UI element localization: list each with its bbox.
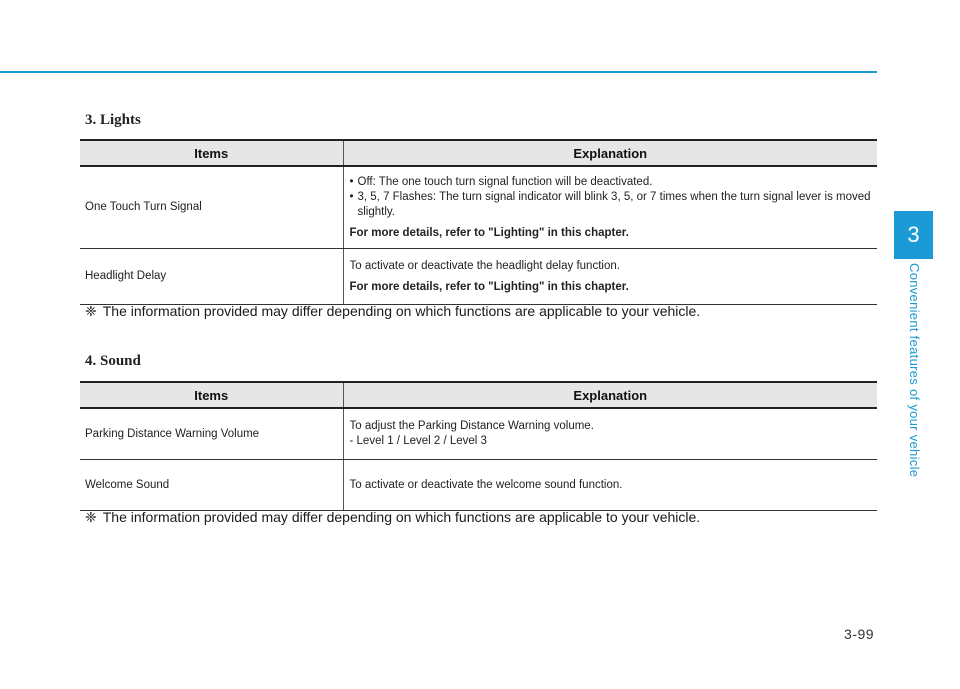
chapter-title: Convenient features of your vehicle (907, 263, 922, 478)
table-row (80, 460, 877, 511)
column-header-explanation: Explanation (343, 140, 877, 166)
explanation-text: To adjust the Parking Distance Warning volume. (349, 420, 594, 432)
item-cell: One Touch Turn Signal (80, 166, 343, 249)
section-title-sound: 4. Sound (85, 353, 141, 369)
bullet-item (350, 190, 872, 220)
footnote (85, 303, 700, 320)
footnote-text: The information provided may differ depending on which functions are applicable to your vehicle. (102, 509, 701, 525)
explanation-cell (343, 249, 877, 305)
footnote (85, 509, 700, 526)
column-header-items: Items (80, 382, 343, 408)
header-rule (0, 71, 877, 73)
bullet-icon: • (349, 175, 354, 188)
explanation-text: - Level 1 / Level 2 / Level 3 (349, 435, 487, 447)
column-header-items: Items (80, 140, 343, 166)
footnote-text: The information provided may differ depending on which functions are applicable to your vehicle. (102, 303, 701, 319)
bullet-text: 3, 5, 7 Flashes: The turn signal indicator will blink 3, 5, or 7 times when the turn signal lever is moved slightly. (357, 190, 871, 218)
note-symbol-icon: ❈ (85, 304, 97, 320)
explanation-cell (343, 166, 877, 249)
table-row (80, 408, 877, 460)
sound-table (80, 381, 877, 511)
bullet-text: Off: The one touch turn signal function will be deactivated. (357, 175, 653, 188)
item-cell: Parking Distance Warning Volume (80, 408, 343, 460)
explanation-cell (343, 460, 877, 511)
bullet-item (350, 175, 872, 190)
reference-note: For more details, refer to "Lighting" in this chapter. (349, 226, 629, 239)
chapter-tab: 3 (894, 211, 933, 259)
bullet-icon: • (349, 190, 354, 203)
explanation-text: To activate or deactivate the headlight delay function. (349, 259, 620, 272)
table-row (80, 249, 877, 305)
item-cell: Headlight Delay (80, 249, 343, 305)
reference-note: For more details, refer to "Lighting" in this chapter. (349, 280, 629, 293)
explanation-text: To activate or deactivate the welcome sound function. (349, 478, 623, 491)
column-header-explanation: Explanation (343, 382, 877, 408)
explanation-cell (343, 408, 877, 460)
note-symbol-icon: ❈ (85, 510, 97, 526)
page-number: 3-99 (844, 626, 875, 642)
table-header-row (80, 382, 877, 408)
section-title-lights: 3. Lights (85, 112, 141, 128)
table-header-row (80, 140, 877, 166)
table-row (80, 166, 877, 249)
item-cell: Welcome Sound (80, 460, 343, 511)
lights-table (80, 139, 877, 305)
